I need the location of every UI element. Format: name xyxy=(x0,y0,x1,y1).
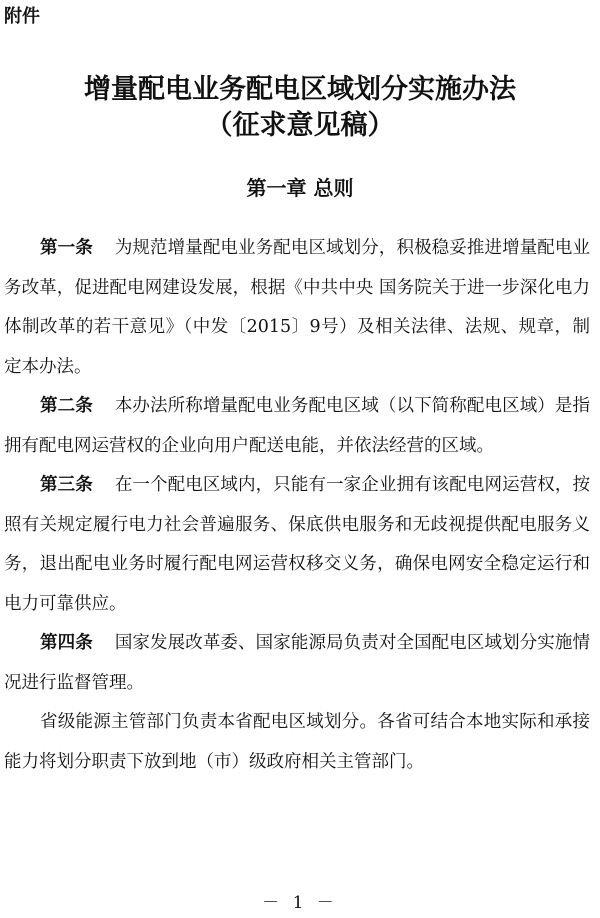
document-subtitle: （征求意见稿） xyxy=(205,110,395,141)
article-number: 第二条 xyxy=(40,396,93,416)
document-title: 增量配电业务配电区域划分实施办法 xyxy=(84,74,516,105)
article-3 xyxy=(4,466,590,624)
paragraph: 省级能源主管部门负责本省配电区域划分。各省可结合本地实际和承接能力将划分职责下放到地（市）级政府相关主管部门。 xyxy=(4,712,590,772)
article-number: 第三条 xyxy=(40,475,93,495)
attachment-label: 附件 xyxy=(4,6,40,27)
article-text: 国家发展改革委、国家能源局负责对全国配电区域划分实施情况进行监督管理。 xyxy=(4,633,591,693)
article-1 xyxy=(4,229,590,387)
article-2 xyxy=(4,387,590,466)
article-text: 在一个配电区域内，只能有一家企业拥有该配电网运营权，按照有关规定履行电力社会普遍服务、保底供电服务和无歧视提供配电服务义务，退出配电业务时履行配电网运营权移交义务，确保电网安全稳定运行和电力可靠供应。 xyxy=(4,475,591,614)
article-text: 为规范增量配电业务配电区域划分，积极稳妥推进增量配电业务改革，促进配电网建设发展，根据《中共中央 国务院关于进一步深化电力体制改革的若干意见》（中发〔2015〕9号）及相关法律、法规、规章，制定本办法。 xyxy=(4,238,591,377)
chapter-heading: 第一章 总则 xyxy=(246,176,354,200)
document-body xyxy=(4,229,590,782)
page-number: － 1 － xyxy=(262,893,338,913)
article-4 xyxy=(4,624,590,703)
article-text: 本办法所称增量配电业务配电区域（以下简称配电区域）是指拥有配电网运营权的企业向用户配送电能，并依法经营的区域。 xyxy=(4,396,591,456)
article-number: 第四条 xyxy=(40,633,93,653)
article-number: 第一条 xyxy=(40,238,93,258)
